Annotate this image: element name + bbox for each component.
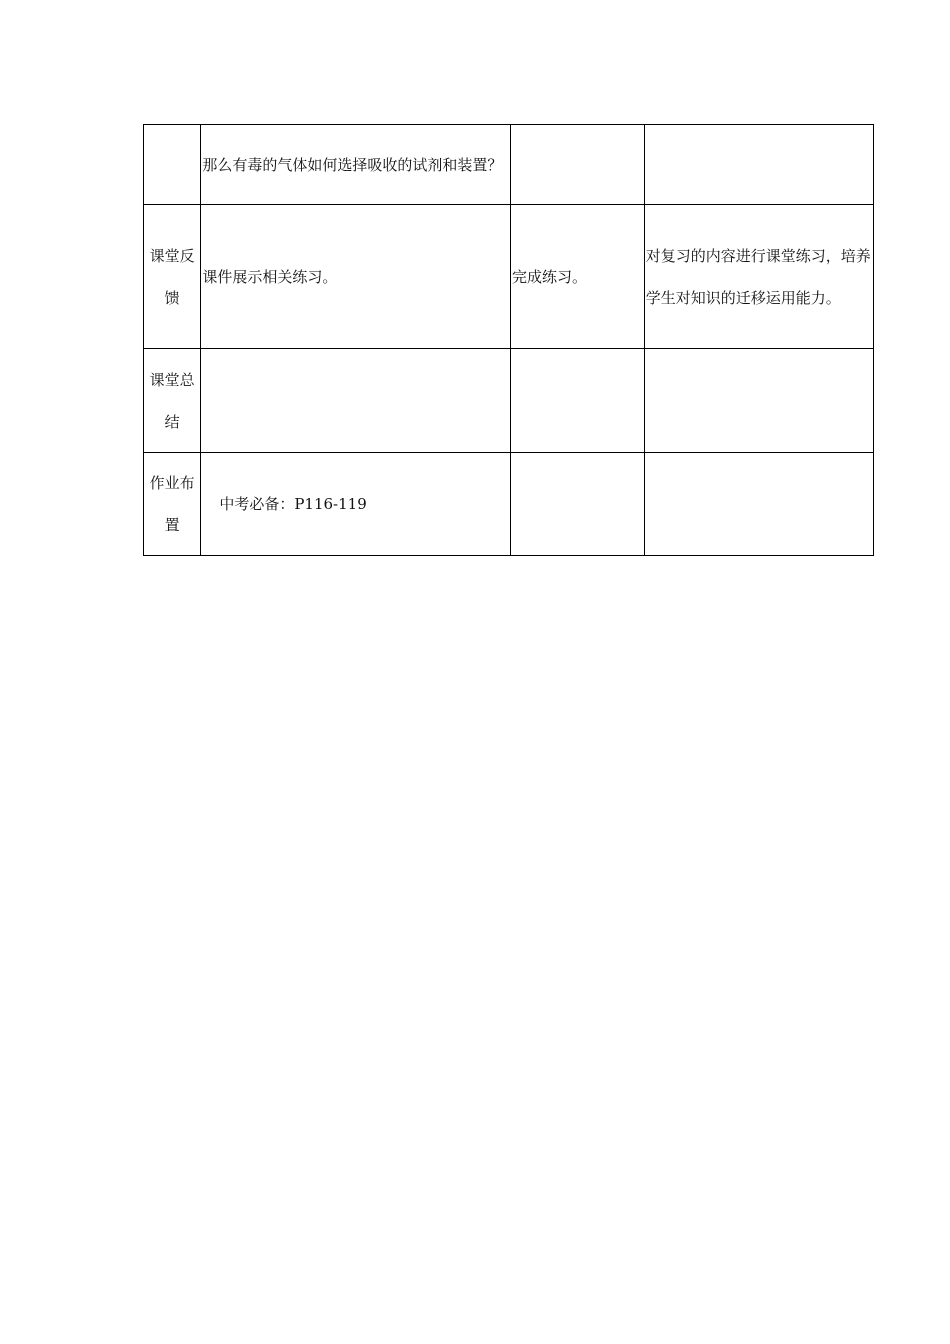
row-header-label: 作业布置 [149, 474, 195, 534]
table-row [144, 125, 874, 205]
row-header-label: 课堂总结 [149, 370, 195, 431]
teacher-activity-cell [201, 125, 511, 205]
teacher-activity-text: 那么有毒的气体如何选择吸收的试剂和装置？ [202, 155, 503, 174]
teacher-activity-cell [201, 205, 511, 349]
row-header-cell [144, 349, 201, 453]
design-intent-cell [644, 453, 873, 556]
table-row [144, 205, 874, 349]
design-intent-cell [644, 205, 873, 349]
student-activity-cell [511, 453, 645, 556]
design-intent-cell [644, 125, 873, 205]
teacher-activity-text: 中考必备：P116-119 [219, 495, 367, 513]
student-activity-cell [511, 205, 645, 349]
teacher-activity-text: 课件展示相关练习。 [202, 267, 338, 286]
design-intent-text: 对复习的内容进行课堂练习，培养学生对知识的迁移运用能力。 [645, 246, 871, 307]
design-intent-cell [644, 349, 873, 453]
row-header-cell [144, 205, 201, 349]
student-activity-text: 完成练习。 [512, 267, 588, 286]
student-activity-cell [511, 349, 645, 453]
row-header-cell [144, 125, 201, 205]
lesson-plan-table [143, 124, 874, 556]
student-activity-cell [511, 125, 645, 205]
row-header-cell [144, 453, 201, 556]
row-header-label: 课堂反馈 [149, 246, 195, 307]
table-row [144, 349, 874, 453]
teacher-activity-cell [201, 349, 511, 453]
teacher-activity-cell [201, 453, 511, 556]
table-row [144, 453, 874, 556]
